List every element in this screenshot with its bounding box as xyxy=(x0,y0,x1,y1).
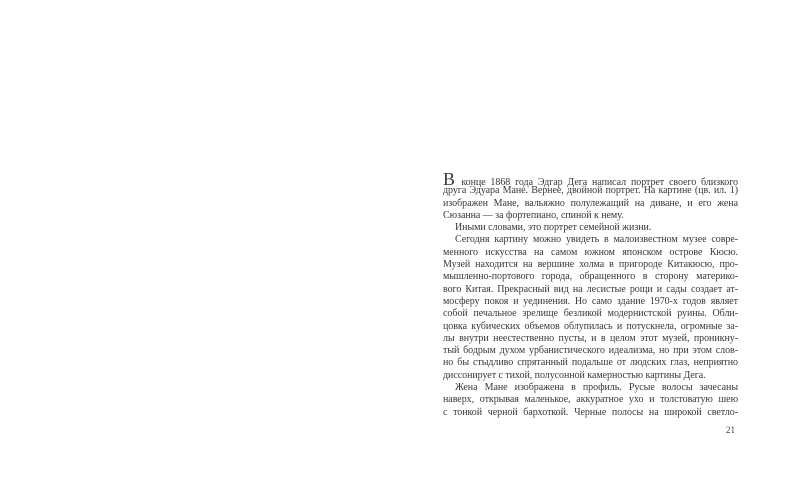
text-line: собой печальное зрелище безликой модернистской руины. Обли- xyxy=(443,308,738,320)
text-line: Сегодня картину можно увидеть в малоизвестном музее совре- xyxy=(455,234,738,246)
text-line: менного искусства на самом южном японском острове Кюсю. xyxy=(443,246,738,258)
text-line: мышленно-портового города, обращенного в сторону материко- xyxy=(443,271,738,283)
text-line: В конце 1868 года Эдгар Дега написал портрет своего близкого xyxy=(443,169,738,189)
page-number: 21 xyxy=(726,425,735,435)
text-line: изображен Мане, вальяжно полулежащий на диване, и его жена xyxy=(443,197,738,209)
text-line: цовка кубических объемов облупилась и потускнела, огромные за- xyxy=(443,320,738,332)
text-line: но бы стыдливо спрятанный подальше от людских глаз, неприятно xyxy=(443,357,738,369)
text-line: Музей находится на вершине холма в пригороде Китакюсю, про- xyxy=(443,259,738,271)
drop-cap-letter: В xyxy=(443,169,455,189)
text-line: друга Эдуара Мане. Вернее, двойной портрет. На картине (цв. ил. 1) xyxy=(443,185,738,197)
text-line: с тонкой черной бархоткой. Черные полосы на широкой светло- xyxy=(443,406,738,418)
text-line: наверх, открывая маленькое, аккуратное ухо и толстоватую шею xyxy=(443,394,738,406)
text-line: Иными словами, это портрет семейной жизни. xyxy=(455,222,652,234)
text-line: Жена Мане изображена в профиль. Русые волосы зачесаны xyxy=(455,382,738,394)
text-line: вого Китая. Прекрасный вид на лесистые рощи и сады создает ат- xyxy=(443,283,738,295)
text-line: мосферу покоя и уединения. Но само здание 1970-х годов являет xyxy=(443,295,738,307)
text-line: лы внутри неестественно пусты, и в целом этот музей, проникну- xyxy=(443,332,738,344)
text-line: Сюзанна — за фортепиано, спиной к нему. xyxy=(443,209,624,221)
text-line: диссонирует с тихой, полусонной камерностью картины Дега. xyxy=(443,369,706,381)
text-column xyxy=(443,169,738,419)
text-line: тый бодрым духом урбанистического идеализма, но при этом слов- xyxy=(443,345,738,357)
